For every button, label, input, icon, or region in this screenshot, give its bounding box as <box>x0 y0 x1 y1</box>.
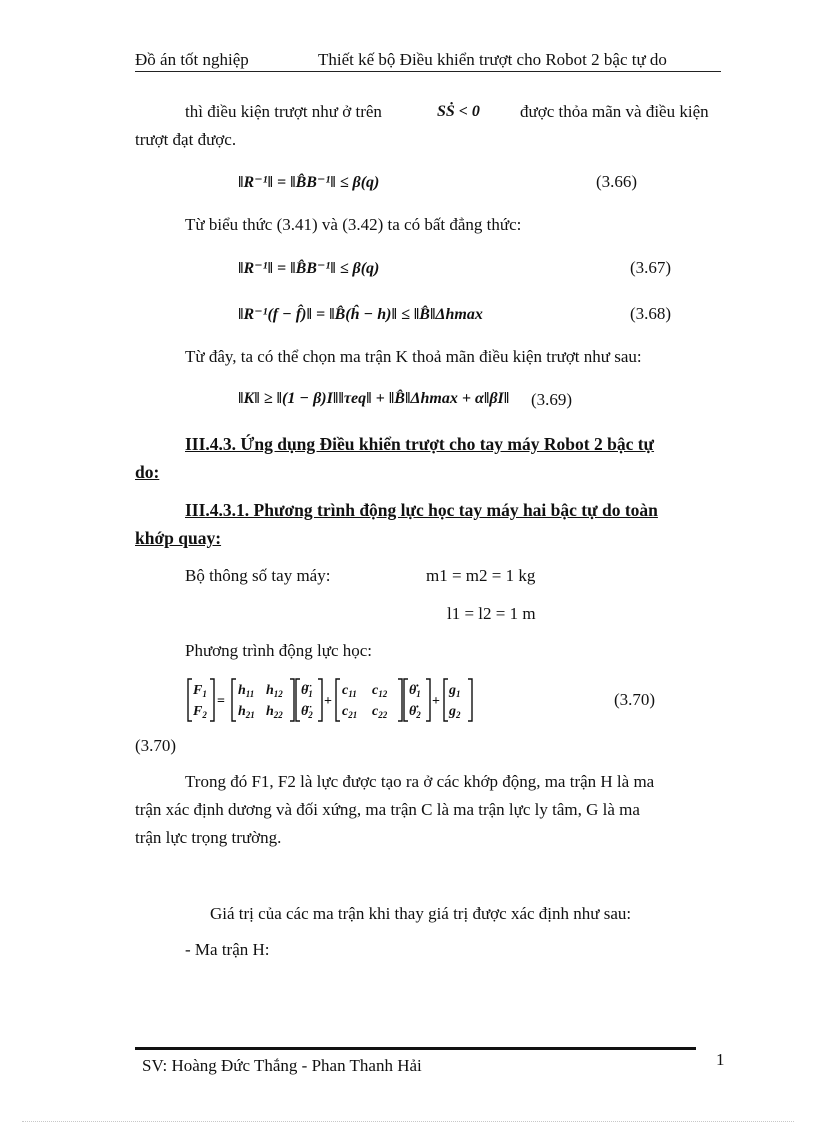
footer-rule <box>135 1047 696 1050</box>
svg-text:F2: $F_2$ <box>193 704 207 720</box>
page-number: 1 <box>716 1050 725 1069</box>
p6-text: - Ma trận H: <box>185 940 270 959</box>
dynamics-label: Phương trình động lực học: <box>185 641 373 660</box>
svg-text:F1: $F_1$ <box>193 683 207 699</box>
equation-3-70 <box>186 676 506 724</box>
svg-text:h21: $h_{21}$ <box>238 704 255 720</box>
p3-text: Từ đây, ta có thể chọn ma trận K thoả mãn điều kiện trượt như sau: <box>185 347 642 366</box>
param-length: l1 = l2 = 1 m <box>447 604 536 623</box>
svg-text:h12: $h_{12}$ <box>266 683 283 699</box>
header-rule <box>135 71 721 72</box>
param-mass: m1 = m2 = 1 kg <box>426 566 536 585</box>
svg-text:θ̈1: $\thetä_1$ <box>301 683 313 699</box>
p1-inline-math: SṠ < 0 <box>437 103 480 120</box>
svg-text:+: + <box>324 694 332 709</box>
svg-text:c11: $c_{11}$ <box>342 683 357 699</box>
section-heading-3-4-3-cont: do: <box>135 462 160 482</box>
p1-text-b: được thỏa mãn và điều kiện <box>520 102 709 121</box>
equation-3-67-number: (3.67) <box>630 258 672 277</box>
equation-3-68: ‖R⁻¹(f − f̂)‖ = ‖B̂(ĥ − h)‖ ≤ ‖B̂‖Δhmax <box>238 306 483 323</box>
svg-text:h22: $h_{22}$ <box>266 704 283 720</box>
header-right: Thiết kế bộ Điều khiển trượt cho Robot 2 bậc tự do <box>318 50 667 69</box>
equation-3-66-number: (3.66) <box>596 172 638 191</box>
svg-text:+: + <box>432 694 440 709</box>
params-label: Bộ thông số tay máy: <box>185 566 331 585</box>
header-left: Đồ án tốt nghiệp <box>135 50 249 69</box>
svg-text:c22: $c_{22}$ <box>372 704 388 720</box>
svg-text:g2: $g_2$ <box>449 704 461 720</box>
p4-line1: Trong đó F1, F2 là lực được tạo ra ở các khớp động, ma trận H là ma <box>185 772 655 791</box>
p1-text-line2: trượt đạt được. <box>135 130 237 149</box>
equation-3-69: ‖K‖ ≥ ‖(1 − β)I‖‖τeq‖ + ‖B̂‖Δhmax + α‖βI‖ <box>238 390 510 407</box>
section-heading-3-4-3-1: III.4.3.1. Phương trình động lực học tay máy hai bậc tự do toàn <box>185 500 658 520</box>
page-edge-dotted <box>22 1121 794 1122</box>
equation-3-70-number: (3.70) <box>614 690 656 709</box>
svg-text:h11: $h_{11}$ <box>238 683 255 699</box>
p4-line3: trận lực trọng trường. <box>135 828 282 847</box>
p2-text: Từ biểu thức (3.41) và (3.42) ta có bất đẳng thức: <box>185 215 522 234</box>
equation-3-69-number: (3.69) <box>531 390 573 409</box>
equation-3-70-repeat: (3.70) <box>135 736 177 755</box>
section-heading-3-4-3: III.4.3. Ứng dụng Điều khiển trượt cho tay máy Robot 2 bậc tự <box>185 434 655 454</box>
section-heading-3-4-3-1-cont: khớp quay: <box>135 528 222 548</box>
equation-3-67: ‖R⁻¹‖ = ‖B̂B⁻¹‖ ≤ β(q) <box>238 260 380 277</box>
svg-text:θ̇1: $\thetȧ_1$ <box>409 683 421 699</box>
p5-text: Giá trị của các ma trận khi thay giá trị được xác định như sau: <box>210 904 632 923</box>
equation-3-66: ‖R⁻¹‖ = ‖B̂B⁻¹‖ ≤ β(q) <box>238 174 380 191</box>
svg-text:θ̈2: $\thetä_2$ <box>301 704 313 720</box>
svg-text:=: = <box>217 694 225 709</box>
svg-text:c21: $c_{21}$ <box>342 704 358 720</box>
svg-text:g1: $g_1$ <box>449 683 461 699</box>
svg-text:θ̇2: $\thetȧ_2$ <box>409 704 421 720</box>
footer-authors: SV: Hoàng Đức Thắng - Phan Thanh Hải <box>142 1056 422 1075</box>
svg-text:c12: $c_{12}$ <box>372 683 388 699</box>
equation-3-68-number: (3.68) <box>630 304 672 323</box>
p4-line2: trận xác định dương và đối xứng, ma trận C là ma trận lực ly tâm, G là ma <box>135 800 640 819</box>
p1-text-a: thì điều kiện trượt như ở trên <box>185 102 382 121</box>
